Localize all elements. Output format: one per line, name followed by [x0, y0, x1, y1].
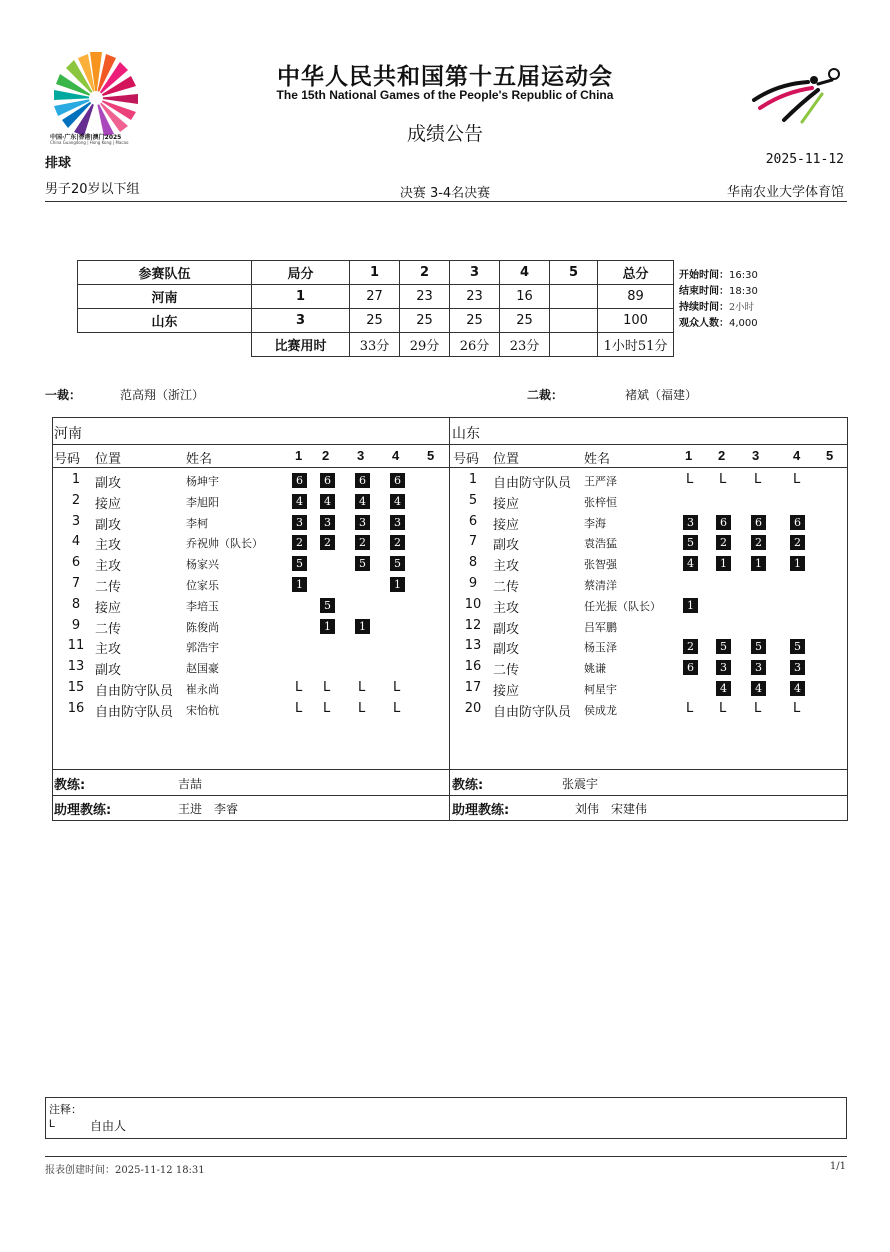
player-row — [52, 699, 448, 720]
player-name: 袁浩猛 — [584, 537, 617, 551]
report-created-time: 报表创建时间：2025-11-12 18:31 — [45, 1165, 205, 1176]
starting-position-box: 1 — [683, 598, 698, 613]
player-row — [450, 678, 846, 699]
col-sets-won: 局分 — [252, 261, 350, 285]
libero-mark: L — [793, 700, 801, 716]
set-score: 16 — [500, 285, 550, 309]
player-row — [450, 616, 846, 637]
starting-position-box: 4 — [683, 556, 698, 571]
libero-mark: L — [719, 472, 727, 487]
player-position: 自由防守队员 — [95, 704, 174, 720]
starting-position-box: 3 — [292, 515, 307, 530]
match-date: 2025-11-12 — [765, 152, 844, 167]
player-name: 李柯 — [186, 516, 208, 530]
starting-position-box: 5 — [292, 556, 307, 571]
libero-mark: L — [295, 680, 303, 695]
player-position: 主攻 — [95, 642, 122, 658]
starting-position-box: 3 — [320, 515, 335, 530]
venue: 华南农业大学体育馆 — [726, 185, 844, 200]
roster-rule — [52, 467, 848, 468]
libero-mark: L — [323, 700, 331, 716]
starting-position-box: 5 — [716, 639, 731, 654]
start-time-label: 开始时间： — [679, 270, 729, 281]
sets-won: 3 — [252, 309, 350, 333]
team-b-col-position: 位置 — [493, 452, 520, 467]
libero-mark: L — [295, 700, 303, 716]
notes-symbol: L — [49, 1118, 56, 1130]
player-name: 乔祝帅（队长） — [186, 537, 263, 551]
starting-position-box: 6 — [320, 473, 335, 488]
first-referee-name: 范高翔（浙江） — [120, 388, 205, 402]
starting-position-box: 4 — [390, 494, 405, 509]
player-row — [450, 553, 846, 574]
player-name: 侯成龙 — [584, 703, 617, 717]
libero-mark: L — [358, 700, 366, 716]
player-position: 副攻 — [493, 621, 520, 637]
player-name: 李培玉 — [186, 599, 219, 613]
player-row — [450, 595, 846, 616]
player-number: 5 — [468, 492, 478, 508]
starting-position-box: 4 — [320, 494, 335, 509]
player-number: 10 — [464, 596, 482, 612]
emblem-caption: 中国·广东|香港|澳门2025 — [50, 134, 122, 141]
start-time: 16:30 — [729, 270, 758, 281]
set-score: 25 — [450, 309, 500, 333]
player-name: 姚谦 — [584, 662, 606, 676]
starting-position-box: 2 — [355, 535, 370, 550]
team-b-col-set-4: 4 — [793, 448, 801, 463]
player-number: 9 — [468, 576, 478, 591]
set-score: 23 — [400, 285, 450, 309]
player-number: 3 — [71, 513, 81, 529]
team-name: 河南 — [78, 285, 252, 309]
starting-position-box: 1 — [790, 556, 805, 571]
player-row — [52, 532, 448, 553]
player-name: 位家乐 — [186, 579, 219, 592]
player-name: 李旭阳 — [186, 495, 219, 509]
header-divider — [45, 201, 847, 202]
player-name: 李海 — [584, 516, 606, 530]
player-number: 12 — [464, 617, 482, 633]
score-row-team-2 — [78, 309, 674, 333]
sets-won: 1 — [252, 285, 350, 309]
player-position: 接应 — [493, 496, 520, 512]
libero-mark: L — [754, 700, 762, 716]
player-position: 主攻 — [493, 600, 520, 616]
starting-position-box: 6 — [751, 515, 766, 530]
player-position: 副攻 — [95, 476, 122, 491]
player-row — [52, 636, 448, 657]
team-a-col-set-2: 2 — [322, 448, 330, 463]
player-position: 副攻 — [493, 538, 520, 554]
team-b-coach-label: 教练: — [452, 778, 484, 793]
player-name: 张智强 — [584, 558, 617, 572]
player-position: 自由防守队员 — [493, 704, 572, 720]
player-number: 13 — [464, 638, 482, 654]
player-row — [52, 470, 448, 491]
player-position: 主攻 — [95, 538, 122, 554]
starting-position-box: 6 — [683, 660, 698, 675]
starting-position-box: 6 — [790, 515, 805, 530]
player-row — [52, 553, 448, 574]
player-position: 主攻 — [493, 559, 520, 575]
team-a-col-set-1: 1 — [295, 448, 303, 463]
player-row — [450, 574, 846, 595]
col-total: 总分 — [598, 261, 674, 285]
team-a-assistants: 王进 李睿 — [178, 802, 239, 816]
libero-mark: L — [358, 680, 366, 695]
score-row-team-1 — [78, 285, 674, 309]
team-name: 山东 — [78, 309, 252, 333]
player-position: 二传 — [95, 621, 122, 637]
score-table — [77, 260, 674, 357]
col-set-4: 4 — [500, 261, 550, 285]
player-name: 杨家兴 — [186, 558, 219, 572]
player-number: 17 — [464, 680, 482, 695]
player-position: 副攻 — [95, 517, 122, 533]
total-duration: 1小时51分 — [598, 333, 674, 357]
player-row — [52, 616, 448, 637]
player-name: 张梓恒 — [584, 495, 617, 509]
starting-position-box: 2 — [390, 535, 405, 550]
libero-mark: L — [323, 680, 331, 695]
starting-position-box: 4 — [355, 494, 370, 509]
starting-position-box: 1 — [292, 577, 307, 592]
player-position: 副攻 — [493, 642, 520, 658]
set-duration: 29分 — [400, 333, 450, 357]
roster-rule — [52, 444, 848, 445]
player-row — [450, 699, 846, 720]
team-b-col-name: 姓名 — [584, 452, 611, 467]
starting-position-box: 6 — [716, 515, 731, 530]
player-row — [52, 595, 448, 616]
starting-position-box: 4 — [751, 681, 766, 696]
starting-position-box: 6 — [292, 473, 307, 488]
player-number: 6 — [468, 513, 478, 529]
player-position: 副攻 — [95, 663, 122, 679]
notes-meaning: 自由人 — [90, 1119, 127, 1133]
starting-position-box: 3 — [790, 660, 805, 675]
starting-position-box: 2 — [320, 535, 335, 550]
player-position: 自由防守队员 — [493, 476, 572, 491]
libero-mark: L — [793, 472, 801, 487]
player-row — [52, 491, 448, 512]
player-number: 1 — [71, 472, 81, 487]
player-number: 7 — [71, 576, 81, 591]
starting-position-box: 2 — [751, 535, 766, 550]
player-position: 接应 — [95, 600, 122, 616]
team-b-col-set-1: 1 — [685, 448, 693, 463]
empty-cell — [78, 333, 252, 357]
sport-label: 排球 — [45, 156, 72, 171]
team-b-name: 山东 — [452, 426, 480, 442]
player-number: 8 — [468, 555, 478, 571]
notes-box — [45, 1097, 847, 1139]
duration-row — [78, 333, 674, 357]
col-team: 参赛队伍 — [78, 261, 252, 285]
set-duration: 33分 — [350, 333, 400, 357]
player-number: 1 — [468, 472, 478, 487]
player-number: 8 — [71, 596, 81, 612]
player-position: 二传 — [493, 580, 520, 595]
player-number: 11 — [67, 638, 85, 654]
player-name: 柯星宇 — [584, 683, 617, 696]
starting-position-box: 2 — [790, 535, 805, 550]
team-a-coach-label: 教练: — [54, 778, 86, 793]
match-round: 决赛 3-4名决赛 — [399, 186, 491, 201]
player-row — [52, 512, 448, 533]
player-row — [450, 470, 846, 491]
player-position: 接应 — [95, 496, 122, 512]
libero-mark: L — [719, 700, 727, 716]
starting-position-box: 5 — [683, 535, 698, 550]
starting-position-box: 3 — [751, 660, 766, 675]
duration-label: 比赛用时 — [252, 333, 350, 357]
starting-position-box: 1 — [716, 556, 731, 571]
libero-mark: L — [686, 700, 694, 716]
starting-position-box: 4 — [716, 681, 731, 696]
starting-position-box: 6 — [355, 473, 370, 488]
team-a-coach: 吉喆 — [178, 777, 203, 791]
player-row — [52, 574, 448, 595]
team-a-col-set-4: 4 — [392, 448, 400, 463]
first-referee-label: 一裁： — [45, 388, 82, 402]
player-name: 杨玉泽 — [584, 641, 617, 655]
player-number: 4 — [71, 534, 81, 550]
starting-position-box: 3 — [355, 515, 370, 530]
team-b-col-set-5: 5 — [826, 448, 834, 463]
player-name: 宋怡杭 — [186, 703, 219, 717]
footer-divider — [45, 1156, 847, 1157]
roster-rule — [52, 795, 848, 796]
player-row — [450, 657, 846, 678]
starting-position-box: 1 — [320, 619, 335, 634]
starting-position-box: 4 — [790, 681, 805, 696]
player-number: 7 — [468, 534, 478, 550]
player-position: 接应 — [493, 517, 520, 533]
match-info — [679, 268, 758, 332]
starting-position-box: 5 — [355, 556, 370, 571]
player-number: 16 — [464, 659, 482, 675]
starting-position-box: 5 — [390, 556, 405, 571]
player-name: 郭浩宇 — [186, 641, 219, 655]
duration: 2小时 — [729, 302, 755, 313]
libero-mark: L — [393, 680, 401, 695]
team-a-col-number: 号码 — [54, 452, 81, 467]
player-row — [450, 532, 846, 553]
libero-mark: L — [686, 472, 694, 487]
player-name: 崔永尚 — [186, 683, 219, 696]
starting-position-box: 5 — [320, 598, 335, 613]
emblem-subcaption: China Guangdong | Hong Kong | Macao — [50, 140, 129, 145]
col-set-5: 5 — [550, 261, 598, 285]
player-position: 二传 — [493, 663, 520, 679]
starting-position-box: 2 — [716, 535, 731, 550]
libero-mark: L — [393, 700, 401, 716]
player-position: 自由防守队员 — [95, 684, 174, 699]
duration-label: 持续时间： — [679, 302, 729, 313]
set-duration: 23分 — [500, 333, 550, 357]
starting-position-box: 5 — [790, 639, 805, 654]
player-row — [450, 491, 846, 512]
team-b-coach: 张震宇 — [562, 777, 599, 791]
player-row — [450, 512, 846, 533]
col-set-3: 3 — [450, 261, 500, 285]
spectators-label: 观众人数： — [679, 318, 729, 329]
event-title-cn: 中华人民共和国第十五届运动会 — [277, 64, 613, 90]
set-score: 25 — [400, 309, 450, 333]
team-a-name: 河南 — [54, 426, 82, 442]
team-a-col-position: 位置 — [95, 452, 122, 467]
player-position: 主攻 — [95, 559, 122, 575]
player-name: 吕军鹏 — [584, 620, 617, 634]
player-row — [52, 657, 448, 678]
document-title: 成绩公告 — [406, 123, 483, 145]
team-a-col-set-3: 3 — [357, 448, 365, 463]
notes-title: 注释： — [49, 1103, 82, 1116]
player-number: 20 — [464, 700, 482, 716]
team-b-col-set-3: 3 — [752, 448, 760, 463]
end-time-label: 结束时间： — [679, 286, 729, 297]
team-b-col-number: 号码 — [453, 452, 480, 467]
player-number: 13 — [67, 659, 85, 675]
player-name: 杨坤宇 — [186, 475, 219, 488]
starting-position-box: 1 — [390, 577, 405, 592]
player-name: 王严泽 — [584, 475, 617, 488]
team-a-assistant-label: 助理教练: — [54, 803, 112, 818]
player-position: 接应 — [493, 684, 520, 699]
team-b-col-set-2: 2 — [718, 448, 726, 463]
spectators: 4,000 — [729, 318, 758, 329]
player-name: 蔡清洋 — [584, 579, 617, 592]
total-points: 100 — [598, 309, 674, 333]
starting-position-box: 1 — [355, 619, 370, 634]
team-b-assistants: 刘伟 宋建伟 — [575, 802, 648, 816]
set-score: 23 — [450, 285, 500, 309]
set-score — [550, 309, 598, 333]
second-referee-name: 褚斌（福建） — [625, 388, 698, 402]
player-name: 赵国豪 — [186, 662, 219, 676]
set-score: 25 — [350, 309, 400, 333]
team-a-col-name: 姓名 — [186, 452, 213, 467]
starting-position-box: 3 — [390, 515, 405, 530]
player-number: 16 — [67, 700, 85, 716]
starting-position-box: 5 — [751, 639, 766, 654]
page-number: 1/1 — [829, 1161, 846, 1172]
second-referee-label: 二裁： — [527, 388, 564, 402]
player-row — [450, 636, 846, 657]
player-name: 任光振（队长） — [584, 599, 661, 613]
score-header-row — [78, 261, 674, 285]
team-b-assistant-label: 助理教练: — [452, 803, 510, 818]
starting-position-box: 3 — [683, 515, 698, 530]
starting-position-box: 1 — [751, 556, 766, 571]
libero-mark: L — [754, 472, 762, 487]
set-score: 27 — [350, 285, 400, 309]
set-duration — [550, 333, 598, 357]
age-group: 男子20岁以下组 — [45, 182, 140, 197]
team-a-col-set-5: 5 — [427, 448, 435, 463]
player-name: 陈俊尚 — [186, 620, 219, 634]
event-title-en: The 15th National Games of the People's Republic of China — [276, 88, 614, 102]
end-time: 18:30 — [729, 286, 758, 297]
player-number: 15 — [67, 680, 85, 695]
set-score: 25 — [500, 309, 550, 333]
player-number: 2 — [71, 492, 81, 508]
total-points: 89 — [598, 285, 674, 309]
player-position: 二传 — [95, 580, 122, 595]
col-set-2: 2 — [400, 261, 450, 285]
roster-rule — [52, 769, 848, 770]
set-duration: 26分 — [450, 333, 500, 357]
starting-position-box: 3 — [716, 660, 731, 675]
starting-position-box: 4 — [292, 494, 307, 509]
starting-position-box: 2 — [683, 639, 698, 654]
starting-position-box: 6 — [390, 473, 405, 488]
col-set-1: 1 — [350, 261, 400, 285]
player-row — [52, 678, 448, 699]
player-number: 6 — [71, 555, 81, 571]
set-score — [550, 285, 598, 309]
player-number: 9 — [71, 617, 81, 633]
starting-position-box: 2 — [292, 535, 307, 550]
